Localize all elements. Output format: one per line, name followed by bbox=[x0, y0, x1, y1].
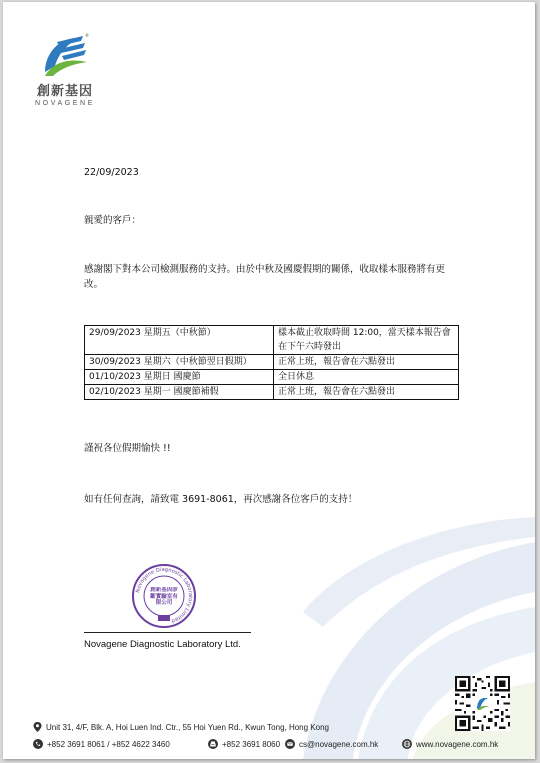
schedule-arrangement-cell: 正常上班，報告會在六點發出 bbox=[274, 355, 459, 370]
footer-fax bbox=[208, 739, 280, 749]
company-stamp bbox=[131, 563, 197, 629]
letter-contact: 如有任何查詢，請致電 3691-8061，再次感謝各位客戶的支持！ bbox=[84, 494, 358, 505]
phone-icon bbox=[33, 739, 43, 749]
stamp-outer-text: Novagene Diagnostic Laboratory Limited bbox=[135, 566, 194, 624]
footer-phone bbox=[33, 739, 170, 749]
email-icon bbox=[285, 739, 295, 749]
footer-email-text[interactable]: cs@novagene.com.hk bbox=[299, 739, 379, 749]
footer-email bbox=[285, 739, 378, 749]
holiday-schedule-table bbox=[84, 325, 459, 400]
letter-wishes: 謹祝各位假期愉快 !! bbox=[84, 443, 171, 454]
qr-code-icon bbox=[455, 676, 510, 731]
footer-address bbox=[33, 722, 329, 732]
footer-phone-text: +852 3691 8061 / +852 4622 3460 bbox=[47, 739, 170, 749]
fax-icon bbox=[208, 739, 218, 749]
novagene-logo-icon bbox=[39, 32, 91, 78]
schedule-arrangement-cell: 正常上班，報告會在六點發出 bbox=[274, 385, 459, 400]
logo-english-name: NOVAGENE bbox=[35, 100, 95, 107]
letter-date: 22/09/2023 bbox=[84, 167, 139, 178]
footer-website-text[interactable]: www.novagene.com.hk bbox=[416, 739, 499, 749]
stamp-inner-text: 創新基因診斷實驗室有限公司 bbox=[150, 587, 178, 606]
signatory-company: Novagene Diagnostic Laboratory Ltd. bbox=[84, 639, 241, 650]
svg-text:®: ® bbox=[85, 33, 89, 38]
letter-intro: 感謝閣下對本公司檢測服務的支持。由於中秋及國慶假期的關係，收取樣本服務將有更改。 bbox=[84, 264, 446, 290]
schedule-date-cell: 01/10/2023 星期日 國慶節 bbox=[85, 370, 274, 385]
schedule-date-cell: 02/10/2023 星期一 國慶節補假 bbox=[85, 385, 274, 400]
location-pin-icon bbox=[33, 722, 42, 732]
letter-greeting: 親愛的客戶： bbox=[84, 215, 142, 226]
logo-chinese-name: 創新基因 bbox=[36, 84, 93, 99]
table-row bbox=[85, 326, 459, 355]
table-row bbox=[85, 370, 459, 385]
footer-fax-text: +852 3691 8060 bbox=[222, 739, 281, 749]
signature-line bbox=[84, 632, 251, 633]
company-logo bbox=[25, 32, 105, 107]
schedule-date-cell: 29/09/2023 星期五（中秋節） bbox=[85, 326, 274, 355]
letter-page bbox=[3, 2, 535, 759]
schedule-date-cell: 30/09/2023 星期六（中秋節翌日假期） bbox=[85, 355, 274, 370]
globe-icon bbox=[402, 739, 412, 749]
schedule-arrangement-cell: 全日休息 bbox=[274, 370, 459, 385]
table-row bbox=[85, 385, 459, 400]
footer-website bbox=[402, 739, 498, 749]
schedule-arrangement-cell: 樣本截止收取時間 12:00，當天樣本報告會在下午六時發出 bbox=[274, 326, 459, 355]
table-row bbox=[85, 355, 459, 370]
footer-address-text: Unit 31, 4/F, Blk. A, Hoi Luen Ind. Ctr., 55 Hoi Yuen Rd., Kwun Tong, Hong Kong bbox=[46, 722, 329, 732]
